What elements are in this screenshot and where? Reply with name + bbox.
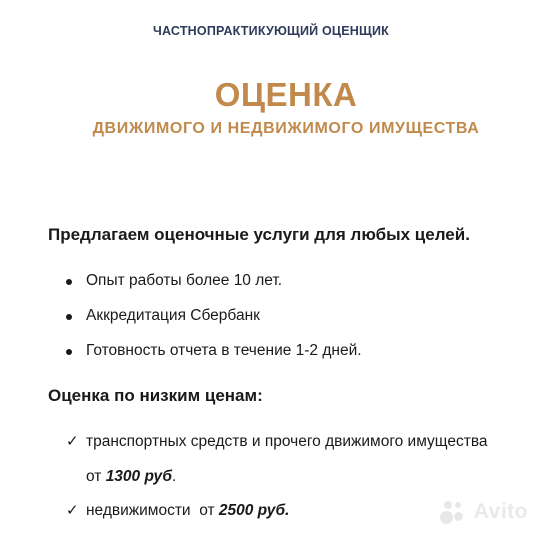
bullet-icon (66, 279, 72, 285)
bullet-icon (66, 349, 72, 355)
subtitle: ДВИЖИМОГО И НЕДВИЖИМОГО ИМУЩЕСТВА (92, 120, 480, 137)
checkmark-icon: ✓ (66, 433, 79, 450)
price-value: 2500 руб. (218, 502, 290, 519)
bullet-icon (66, 314, 72, 320)
list-item (62, 272, 362, 307)
pricing-list (66, 433, 488, 520)
tagline: ЧАСТНОПРАКТИКУЮЩИЙ ОЦЕНЩИК (153, 24, 389, 38)
price-item-text: недвижимости от (86, 502, 219, 519)
list-item-text: Опыт работы более 10 лет. (86, 272, 283, 289)
price-item-vehicles (66, 433, 488, 486)
watermark-text: Avito (473, 500, 528, 523)
list-item-text: Готовность отчета в течение 1-2 дней. (86, 342, 362, 359)
list-item (62, 342, 362, 377)
list-item (62, 307, 362, 342)
benefits-list (62, 272, 362, 377)
main-title: ОЦЕНКА (214, 76, 358, 113)
price-suffix: . (171, 468, 177, 485)
price-prefix: от (86, 468, 106, 485)
pricing-heading: Оценка по низким ценам: (48, 386, 263, 405)
price-line (66, 468, 488, 486)
services-lead: Предлагаем оценочные услуги для любых целей. (48, 225, 470, 244)
avito-dots-icon (438, 498, 468, 526)
avito-watermark (438, 498, 528, 526)
price-item-realty (66, 502, 488, 520)
price-value: 1300 руб (105, 468, 172, 485)
price-item-text: транспортных средств и прочего движимого имущества (86, 433, 488, 450)
checkmark-icon: ✓ (66, 502, 79, 519)
list-item-text: Аккредитация Сбербанк (86, 307, 260, 324)
